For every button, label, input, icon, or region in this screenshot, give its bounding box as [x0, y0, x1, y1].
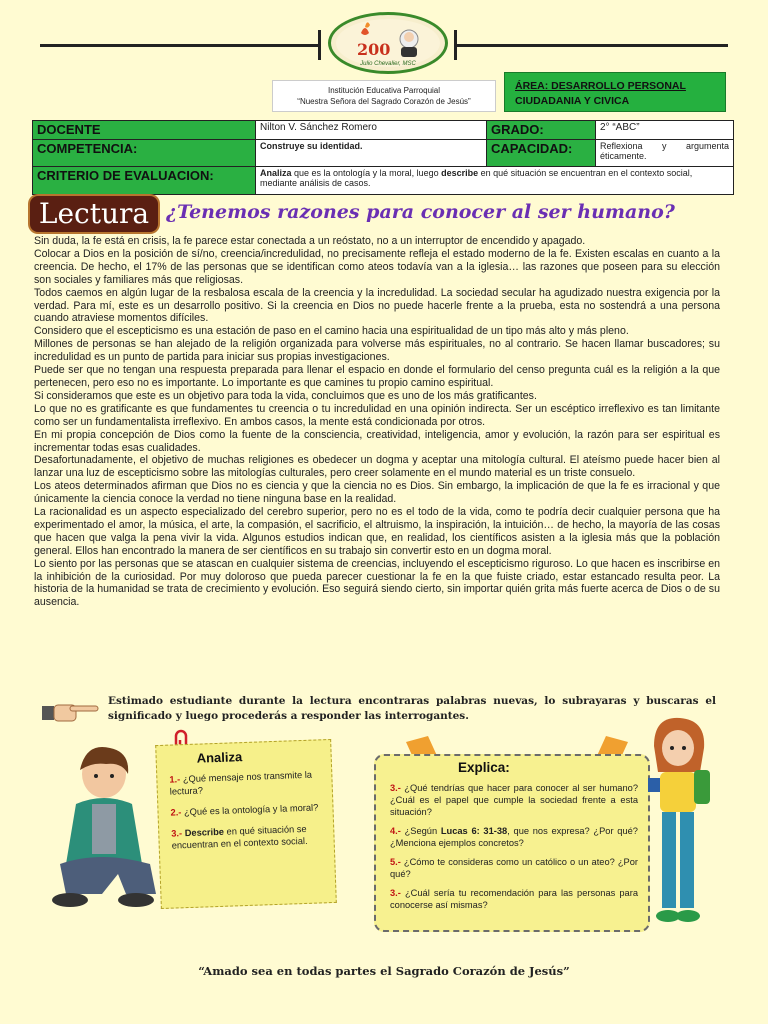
analiza-question-1 — [169, 768, 324, 797]
area-box — [504, 72, 726, 112]
lectura-badge-label: Lectura — [38, 197, 150, 230]
reading-paragraph: Lo que no es gratificante es que fundamentes tu creencia o tu incredulidad en una opinión indirecta. Ser un escéptico irreflexivo es tan limitante como ser un fundamentalista irreflexivo. En ambos casos, la mente está condicionada por otros. — [34, 402, 720, 428]
question-bold: Describe — [181, 826, 225, 839]
header-tick — [454, 30, 457, 60]
reading-paragraph: Puede ser que no tengan una respuesta preparada para llenar el espacio en donde el formulario del censo pregunta cuál es la religión a la que pertenecen, pero eso no es importante. Lo importante es que camines tu propio camino espiritual. — [34, 364, 720, 389]
analiza-note — [155, 739, 337, 909]
header-tick — [318, 30, 321, 60]
criterio-bold-describe: describe — [441, 168, 479, 178]
criterio-text2: en qué situación se encuentran en el contexto social, mediante análisis de casos. — [260, 168, 693, 188]
grado-value: 2° “ABC” — [596, 121, 734, 140]
reading-title: ¿Tenemos razones para conocer al ser humano? — [166, 201, 675, 223]
question-text: ¿Cuál sería tu recomendación para las personas para conocerse así mismas? — [390, 888, 638, 910]
capacidad-value: Reflexiona y argumenta éticamente. — [596, 140, 734, 167]
question-text: ¿Según — [404, 826, 441, 836]
explica-title: Explica: — [458, 760, 510, 775]
boy-sitting-icon — [40, 744, 164, 912]
question-bold: Lucas 6: 31-38 — [440, 826, 508, 836]
reading-body — [34, 235, 720, 609]
docente-label: DOCENTE — [33, 121, 256, 140]
reading-paragraph: Millones de personas se han alejado de la religión organizada para volverse más espirituales, no al contrario. Se hacen llamar buscadores; su incredulidad es un punto de partida para iniciar sus propias investigaciones. — [34, 338, 720, 364]
question-text: ¿Qué es la ontología y la moral? — [181, 802, 319, 818]
question-number: 2.- — [170, 807, 182, 818]
question-number: 3.- — [390, 888, 401, 898]
reading-paragraph: Colocar a Dios en la posición de sí/no, creencia/incredulidad, no precisamente refleja el estado moderno de la fe. Existen escalas en cuanto a la creencia. De hecho, el 17% de las personas que se identifican como ateos todavía van a la iglesia… las razones que poseen para su elección son sociales y familiares más que religiosas. — [34, 247, 720, 286]
analiza-question-3 — [171, 822, 326, 851]
pointing-hand-icon — [40, 700, 100, 724]
question-number: 3.- — [171, 828, 183, 839]
lectura-badge — [30, 196, 158, 232]
question-text: ¿Qué mensaje nos transmite la lectura? — [169, 769, 313, 797]
reading-paragraph: Lo siento por las personas que se atascan en cualquier sistema de creencias, incluyendo el escepticismo riguroso. Lo que hacen es inscribirse en la inhibición de la curiosidad. Por muy doloroso que pueda parecer cuestionar la fe en la que fuiste criado, estar estancado resulta peor. La historia de la humanidad se trata de crecimiento y evolución. Eso seguirá siendo cierto, sin importar quién grita más fuerte acerca de Dios o de su ausencia. — [34, 557, 720, 609]
header-line-right — [456, 44, 728, 47]
svg-text:200: 200 — [357, 40, 391, 59]
grado-label: GRADO: — [487, 121, 596, 140]
student-instruction: Estimado estudiante durante la lectura encontraras palabras nuevas, lo subrayaras y buscaras el significado y luego procederás a responder las interrogantes. — [108, 695, 716, 722]
reading-paragraph: La racionalidad es un aspecto especializado del cerebro superior, pero no es el todo de la vida, como te podría decir cualquier persona que ha experimentado el amor, la música, el arte, la compasión, el sacrificio, el altruismo, la inspiración, la intuición… de hecho, la mayoría de las cosas que hacen que valga la pena vivir la vida. Algunos estudios indican que, en realidad, los científicos asisten a la iglesia más que la población general. Ellos han encontrado la manera de ser científicos en su trabajo sin convertir esto en un dogma moral. — [34, 506, 720, 557]
reading-paragraph: En mi propia concepción de Dios como la fuente de la consciencia, creatividad, inteligencia, amor y evolución, la razón para ser espiritual es incrementar todas esas cualidades. — [34, 428, 720, 454]
reading-paragraph: Desafortunadamente, el objetivo de muchas religiones es obedecer un dogma y aceptar una mitología cultural. El ateísmo puede hacer bien al lanzar una luz de escepticismo sobre las mitologías culturales, pero creer solamente en el mundo material es un triste consuelo. — [34, 454, 720, 480]
institution-box — [272, 80, 496, 112]
competencia-label: COMPETENCIA: — [33, 140, 256, 167]
explica-question-6 — [390, 887, 638, 911]
criterio-text1: que es la ontología y la moral, luego — [291, 168, 442, 178]
question-number: 5.- — [390, 857, 401, 867]
explica-question-5 — [390, 856, 638, 880]
logo-caption: Julio Chevalier, MSC — [360, 61, 416, 67]
area-line1: ÁREA: DESARROLLO PERSONAL — [515, 80, 686, 92]
question-number: 3.- — [390, 783, 401, 793]
question-number: 4.- — [390, 826, 401, 836]
analiza-title: Analiza — [196, 749, 243, 766]
explica-note — [374, 754, 650, 932]
question-text: ¿Cómo te consideras como un católico o un ateo? ¿Por qué? — [390, 857, 638, 879]
info-table — [32, 120, 734, 195]
institution-line1: Institución Educativa Parroquial — [327, 86, 441, 95]
question-text: ¿Qué tendrías que hacer para conocer al ser humano? ¿Cuál es el papel que cumple la sociedad frente a esta situación? — [390, 783, 638, 817]
reading-paragraph: Sin duda, la fe está en crisis, la fe parece estar conectada a un reóstato, no a un interruptor de encendido y apagado. — [34, 235, 586, 247]
question-number: 1.- — [169, 774, 181, 785]
institution-line2: “Nuestra Señora del Sagrado Corazón de Jesús” — [297, 97, 471, 106]
footer-motto: “Amado sea en todas partes el Sagrado Corazón de Jesús” — [198, 964, 570, 978]
criterio-value — [256, 167, 734, 195]
analiza-question-2 — [170, 801, 324, 818]
reading-paragraph: Considero que el escepticismo es una estación de paso en el camino hacia una espiritualidad de un tipo más alto y más pleno. — [34, 325, 629, 338]
criterio-label: CRITERIO DE EVALUACION: — [33, 167, 256, 195]
reading-paragraph: Si consideramos que este es un objetivo para toda la vida, concluimos que es uno de los más gratificantes. — [34, 389, 537, 402]
girl-standing-icon — [640, 716, 716, 926]
header-line-left — [40, 44, 320, 47]
school-logo — [328, 12, 448, 74]
explica-question-4 — [390, 825, 638, 849]
docente-value: Nilton V. Sánchez Romero — [256, 121, 487, 140]
explica-question-3 — [390, 782, 638, 818]
reading-paragraph: Todos caemos en algún lugar de la resbalosa escala de la creencia y la incredulidad. La sociedad secular ha agudizado nuestra exigencia por la verdad. Para mí, este es un desarrollo positivo. Si la creencia en Dios no puede hacerle frente a la prueba, esta no sostendrá a una persona cuando atraviese momentos difíciles. — [34, 286, 720, 325]
reading-paragraph: Los ateos determinados afirman que Dios no es ciencia y que la ciencia no es Dios. Sin embargo, la implicación de que la fe es irracional y que únicamente la ciencia conoce la verdad no tiene ninguna base en la realidad. — [34, 480, 720, 506]
question-text: en qué situación se encuentran en el contexto social. — [171, 823, 308, 851]
area-line2: CIUDADANIA Y CIVICA — [515, 95, 630, 107]
competencia-value: Construye su identidad. — [256, 140, 487, 167]
capacidad-label: CAPACIDAD: — [487, 140, 596, 167]
criterio-bold-analiza: Analiza — [260, 168, 292, 178]
question-text: , que nos expresa? ¿Por qué? ¿Menciona ejemplos concretos? — [390, 826, 638, 848]
